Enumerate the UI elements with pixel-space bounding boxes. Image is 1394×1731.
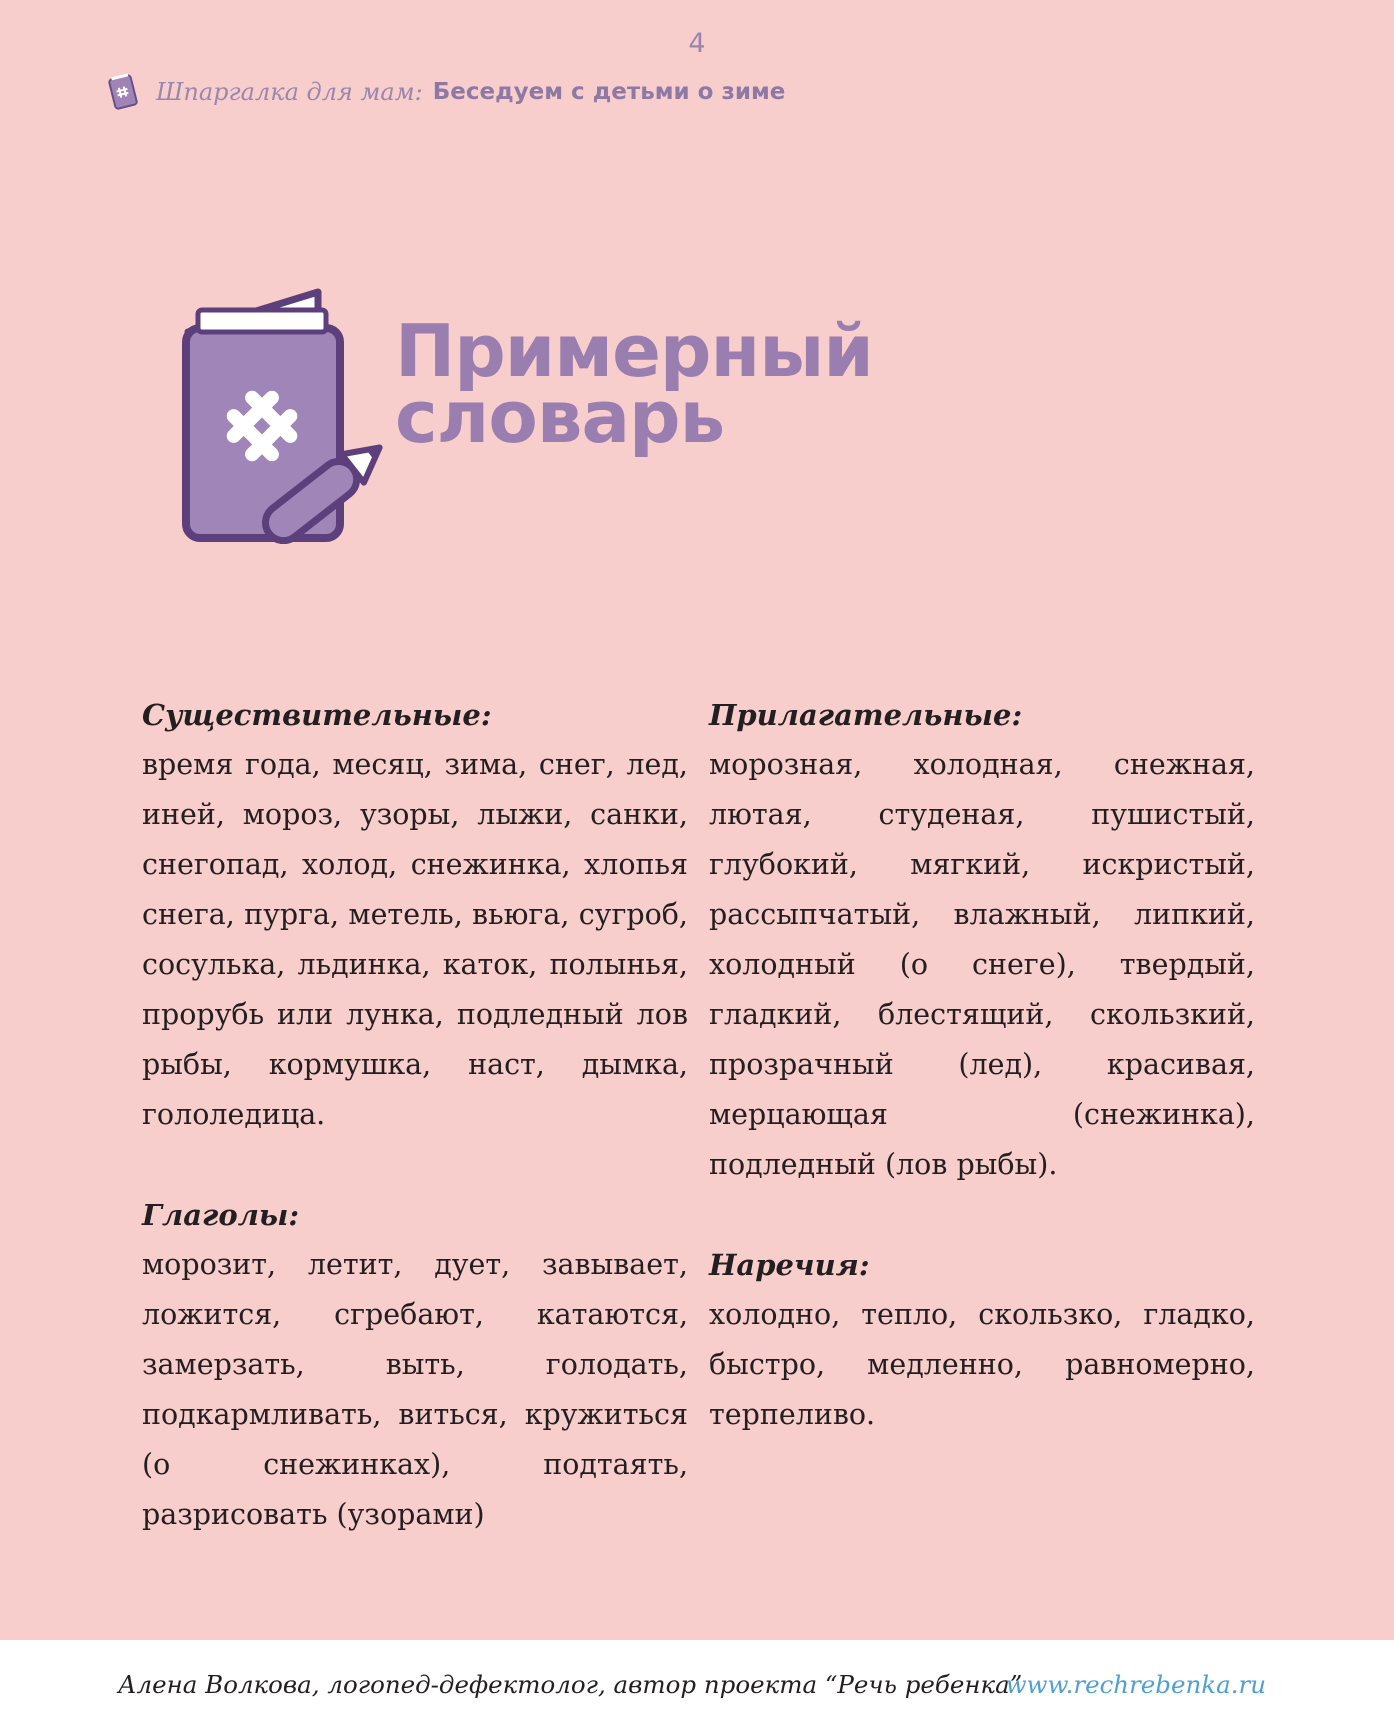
book-pencil-icon xyxy=(180,282,390,544)
nouns-heading: Существительные: xyxy=(142,698,492,732)
spacer xyxy=(709,1190,1255,1240)
nouns-text: время года, месяц, зима, снег, лед, иней, мороз, узоры, лыжи, санки, снегопад, холод, снежинка, хлопья снега, пурга, метель, вьюга, сугроб, сосулька, льдинка, каток, полынья, прорубь или лунка, подледный лов рыбы, кормушка, наст, дымка, гололедица. xyxy=(142,748,688,1131)
right-column xyxy=(709,690,1255,1440)
footer-author: Алена Волкова, логопед-дефектолог, автор проекта “Речь ребенка” xyxy=(118,1670,1023,1699)
page-header xyxy=(106,70,785,114)
title-line-2: словарь xyxy=(395,375,725,459)
adverbs-text: холодно, тепло, скользко, гладко, быстро, медленно, равномерно, терпеливо. xyxy=(709,1298,1255,1431)
adverbs-heading: Наречия: xyxy=(709,1248,870,1282)
book-icon xyxy=(106,72,140,112)
page-number: 4 xyxy=(688,28,706,59)
title-line-1: Примерный xyxy=(395,309,873,393)
adjectives-text: морозная, холодная, снежная, лютая, студеная, пушистый, глубокий, мягкий, искристый, рассыпчатый, влажный, липкий, холодный (о снеге), твердый, гладкий, блестящий, скользкий, прозрачный (лед), красивая, мерцающая (снежинка), подледный (лов рыбы). xyxy=(709,748,1255,1181)
spacer xyxy=(142,1140,688,1190)
left-column xyxy=(142,690,688,1540)
verbs-text: морозит, летит, дует, завывает, ложится, сгребают, катаются, замерзать, выть, голодать, подкармливать, виться, кружиться (о снежинках), подтаять, разрисовать (узорами) xyxy=(142,1248,688,1531)
verbs-heading: Глаголы: xyxy=(142,1198,300,1232)
adjectives-heading: Прилагательные: xyxy=(709,698,1023,732)
header-series-label: Шпаргалка для мам: xyxy=(156,78,423,106)
page-footer xyxy=(0,1640,1394,1731)
header-topic-label: Беседуем с детьми о зиме xyxy=(432,79,786,105)
footer-website-link[interactable]: www.rechrebenka.ru xyxy=(1005,1670,1266,1699)
page-title xyxy=(395,309,873,459)
